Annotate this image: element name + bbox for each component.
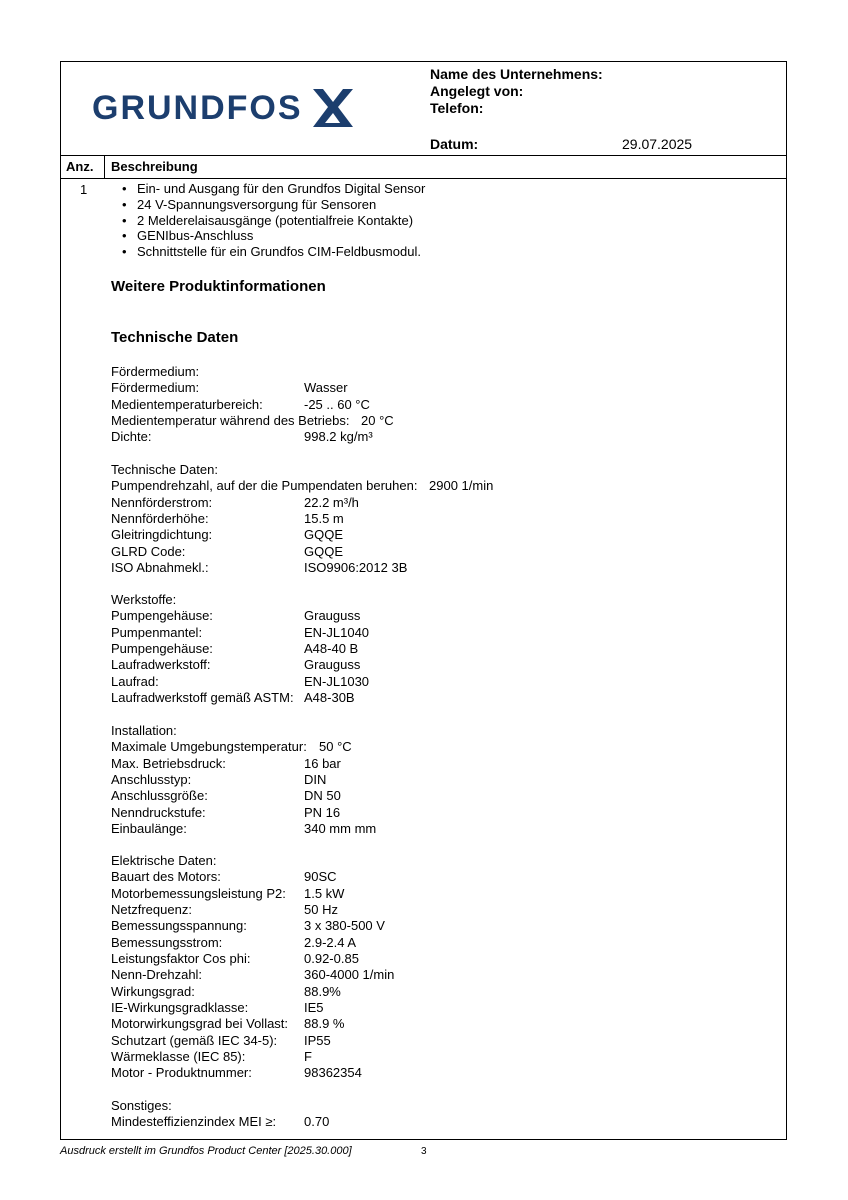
- spec-row: [111, 739, 352, 755]
- spec-label: Pumpendrehzahl, auf der die Pumpendaten beruhen:: [111, 478, 418, 494]
- spec-label: Bemessungsstrom:: [111, 934, 223, 950]
- spec-value: -25 .. 60 °C: [304, 396, 370, 412]
- footer-text: Ausdruck erstellt im Grundfos Product Center [2025.30.000]: [60, 1145, 352, 1157]
- group-tech: [111, 462, 494, 576]
- spec-row: [111, 804, 341, 821]
- spec-row: [111, 788, 341, 804]
- spec-label: Motor - Produktnummer:: [111, 1065, 252, 1081]
- spec-row: [111, 934, 357, 951]
- spec-row: [111, 755, 341, 772]
- spec-value: 20 °C: [361, 413, 394, 429]
- spec-row: [111, 772, 327, 788]
- spec-label: Netzfrequenz:: [111, 902, 192, 918]
- list-item: • GENIbus-Anschluss: [122, 228, 425, 244]
- group-electrical: [111, 853, 395, 1082]
- spec-label: Max. Betriebsdruck:: [111, 755, 226, 771]
- group-heading: Elektrische Daten:: [111, 853, 217, 868]
- section-tech-data: Technische Daten: [111, 329, 239, 346]
- spec-value: 50 °C: [319, 739, 352, 755]
- spec-row: [111, 494, 359, 511]
- spec-value: 98362354: [304, 1065, 362, 1081]
- spec-label: Laufradwerkstoff:: [111, 657, 211, 673]
- spec-row: [111, 673, 370, 690]
- spec-value: GQQE: [304, 543, 344, 559]
- list-item: • 24 V-Spannungsversorgung für Sensoren: [122, 197, 425, 213]
- group-heading: Werkstoffe:: [111, 592, 177, 607]
- spec-label: Medientemperatur während des Betriebs:: [111, 413, 350, 429]
- header-divider: [60, 155, 787, 156]
- grundfos-x-mark-icon: [309, 87, 355, 129]
- spec-row: [111, 983, 341, 1000]
- spec-label: Anschlussgröße:: [111, 788, 208, 804]
- spec-label: Mindesteffizienzindex MEI ≥:: [111, 1114, 277, 1130]
- date-value: 29.07.2025: [622, 136, 693, 152]
- spec-row: [111, 690, 355, 706]
- spec-label: Gleitringdichtung:: [111, 527, 213, 543]
- spec-row: [111, 396, 370, 413]
- spec-row: [111, 1000, 324, 1016]
- spec-row: [111, 1032, 331, 1049]
- spec-label: Fördermedium:: [111, 380, 200, 396]
- spec-row: [111, 821, 377, 837]
- column-head-divider: [60, 178, 787, 179]
- spec-label: Nennförderstrom:: [111, 494, 213, 510]
- spec-row: [111, 560, 408, 576]
- spec-value: 88.9 %: [304, 1016, 345, 1032]
- position-number: 1: [80, 182, 88, 197]
- spec-label: Bemessungsspannung:: [111, 918, 247, 934]
- created-by-label: Angelegt von:: [430, 83, 524, 99]
- date-label: Datum:: [430, 136, 479, 152]
- group-installation: [111, 723, 377, 837]
- spec-value: EN-JL1040: [304, 624, 370, 640]
- col-desc-header: Beschreibung: [111, 159, 198, 174]
- spec-row: [111, 951, 359, 967]
- group-heading: Sonstiges:: [111, 1098, 172, 1113]
- spec-value: 2900 1/min: [429, 478, 494, 494]
- logo-text: GRUNDFOS: [92, 89, 303, 127]
- spec-value: 340 mm mm: [304, 821, 377, 837]
- spec-row: [111, 624, 370, 641]
- spec-value: DIN: [304, 772, 327, 788]
- group-misc: [111, 1098, 330, 1131]
- spec-label: Leistungsfaktor Cos phi:: [111, 951, 251, 967]
- spec-value: A48-30B: [304, 690, 355, 706]
- spec-row: [111, 608, 361, 624]
- spec-row: [111, 1016, 345, 1032]
- spec-value: GQQE: [304, 527, 344, 543]
- group-materials: [111, 592, 370, 706]
- group-heading: Fördermedium:: [111, 364, 200, 379]
- spec-label: Dichte:: [111, 429, 152, 445]
- spec-label: Nennförderhöhe:: [111, 511, 209, 527]
- spec-value: Grauguss: [304, 657, 361, 673]
- spec-row: [111, 1065, 362, 1081]
- spec-label: Medientemperaturbereich:: [111, 396, 263, 412]
- spec-row: [111, 429, 373, 445]
- spec-label: ISO Abnahmekl.:: [111, 560, 209, 576]
- spec-label: Motorbemessungsleistung P2:: [111, 885, 286, 901]
- spec-value: ISO9906:2012 3B: [304, 560, 408, 576]
- spec-label: Pumpengehäuse:: [111, 641, 213, 657]
- spec-label: Schutzart (gemäß IEC 34-5):: [111, 1032, 278, 1048]
- spec-value: 0.70: [304, 1114, 330, 1130]
- phone-label: Telefon:: [430, 100, 484, 116]
- spec-value: 360-4000 1/min: [304, 967, 395, 983]
- section-more-info: Weitere Produktinformationen: [111, 278, 326, 295]
- spec-row: [111, 657, 361, 673]
- spec-row: [111, 902, 338, 918]
- group-heading: Installation:: [111, 723, 177, 738]
- spec-value: A48-40 B: [304, 641, 359, 657]
- spec-label: Anschlusstyp:: [111, 772, 192, 788]
- spec-label: Laufradwerkstoff gemäß ASTM:: [111, 690, 294, 706]
- spec-value: EN-JL1030: [304, 673, 370, 689]
- spec-value: 2.9-2.4 A: [304, 934, 357, 950]
- spec-value: F: [304, 1049, 312, 1065]
- spec-value: Grauguss: [304, 608, 361, 624]
- spec-label: Wärmeklasse (IEC 85):: [111, 1049, 246, 1065]
- spec-value: 16 bar: [304, 755, 341, 771]
- spec-label: Bauart des Motors:: [111, 869, 221, 885]
- spec-value: 3 x 380-500 V: [304, 918, 385, 934]
- spec-value: IE5: [304, 1000, 324, 1016]
- spec-value: 88.9%: [304, 983, 341, 999]
- spec-row: [111, 527, 344, 543]
- list-item: • 2 Melderelaisausgänge (potentialfreie Kontakte): [122, 213, 425, 229]
- spec-label: Nenndruckstufe:: [111, 804, 206, 820]
- spec-value: 15.5 m: [304, 511, 344, 527]
- col-qty-header: Anz.: [66, 159, 94, 174]
- spec-label: Pumpengehäuse:: [111, 608, 213, 624]
- spec-label: Motorwirkungsgrad bei Vollast:: [111, 1016, 289, 1032]
- spec-label: Maximale Umgebungstemperatur:: [111, 739, 307, 755]
- list-item: • Schnittstelle für ein Grundfos CIM-Feldbusmodul.: [122, 244, 425, 260]
- spec-row: [111, 413, 394, 429]
- page-number: 3: [421, 1146, 427, 1157]
- spec-value: Wasser: [304, 380, 348, 396]
- spec-value: 50 Hz: [304, 902, 338, 918]
- spec-value: IP55: [304, 1032, 331, 1048]
- column-divider: [104, 155, 105, 179]
- spec-value: PN 16: [304, 804, 341, 820]
- spec-row: [111, 1049, 312, 1065]
- spec-value: DN 50: [304, 788, 341, 804]
- spec-row: [111, 1114, 330, 1130]
- group-medium: [111, 364, 394, 446]
- spec-label: Laufrad:: [111, 673, 159, 689]
- spec-value: 1.5 kW: [304, 885, 345, 901]
- spec-row: [111, 918, 385, 934]
- spec-value: 998.2 kg/m³: [304, 429, 373, 445]
- spec-row: [111, 885, 345, 902]
- company-label: Name des Unternehmens:: [430, 66, 603, 82]
- spec-row: [111, 641, 359, 657]
- spec-value: 22.2 m³/h: [304, 494, 359, 510]
- feature-list: [122, 181, 425, 260]
- spec-row: [111, 869, 337, 885]
- spec-label: Pumpenmantel:: [111, 624, 203, 640]
- list-item: • Ein- und Ausgang für den Grundfos Digital Sensor: [122, 181, 425, 197]
- spec-row: [111, 511, 344, 527]
- spec-label: Einbaulänge:: [111, 821, 187, 837]
- spec-label: GLRD Code:: [111, 543, 186, 559]
- spec-label: Wirkungsgrad:: [111, 983, 195, 999]
- spec-row: [111, 967, 395, 983]
- spec-value: 0.92-0.85: [304, 951, 359, 967]
- spec-label: IE-Wirkungsgradklasse:: [111, 1000, 249, 1016]
- spec-value: 90SC: [304, 869, 337, 885]
- grundfos-logo: [92, 86, 355, 130]
- spec-label: Nenn-Drehzahl:: [111, 967, 203, 983]
- spec-row: [111, 478, 494, 494]
- group-heading: Technische Daten:: [111, 462, 218, 477]
- spec-row: [111, 380, 348, 396]
- spec-row: [111, 543, 344, 560]
